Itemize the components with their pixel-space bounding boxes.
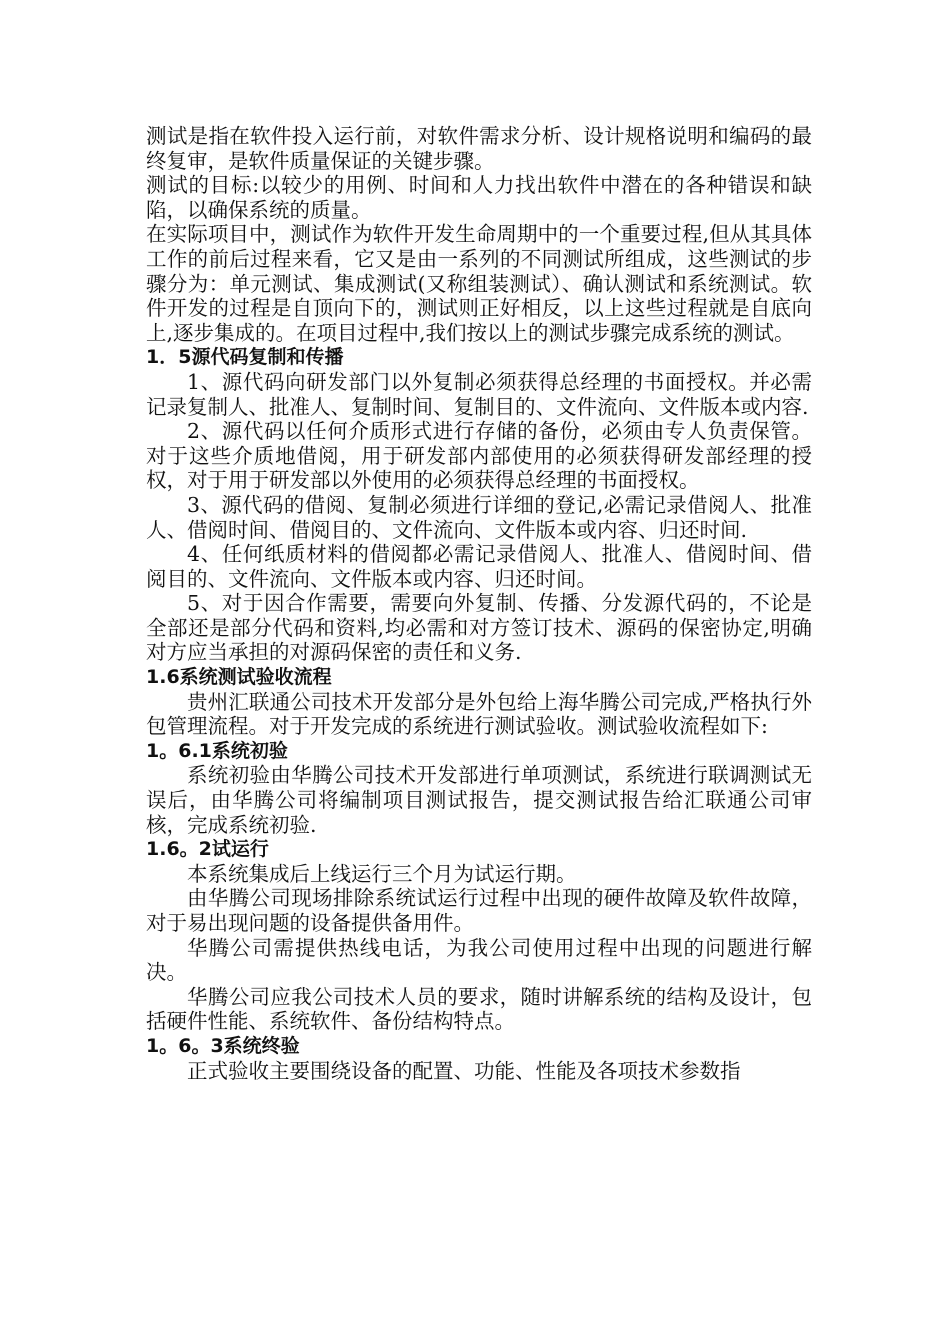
paragraph-initial-acceptance: 系统初验由华腾公司技术开发部进行单项测试，系统进行联调测试无误后，由华腾公司将编制项目测试报告，提交测试报告给汇联通公司审核，完成系统初验. (146, 763, 812, 837)
section-heading-1-6-2: 1.6。2试运行 (146, 838, 269, 861)
paragraph-rule-2: 2、源代码以任何介质形式进行存储的备份，必须由专人负责保管。对于这些介质地借阅，用于研发部内部使用的必须获得研发部经理的授权，对于用于研发部以外使用的必须获得总经理的书面授权。 (146, 419, 812, 493)
paragraph-testing-definition: 测试是指在软件投入运行前，对软件需求分析、设计规格说明和编码的最终复审，是软件质量保证的关键步骤。 (146, 124, 812, 173)
paragraph-rule-5: 5、对于因合作需要，需要向外复制、传播、分发源代码的，不论是全部还是部分代码和资料,均必需和对方签订技术、源码的保密协定,明确对方应当承担的对源码保密的责任和义务. (146, 591, 812, 665)
paragraph-final-acceptance: 正式验收主要围绕设备的配置、功能、性能及各项技术参数指 (187, 1058, 741, 1083)
document-page (146, 124, 812, 1083)
paragraph-rule-1: 1、源代码向研发部门以外复制必须获得总经理的书面授权。并必需记录复制人、批准人、复制时间、复制目的、文件流向、文件版本或内容. (146, 369, 812, 419)
paragraph-trial-explanation: 华腾公司应我公司技术人员的要求，随时讲解系统的结构及设计，包括硬件性能、系统软件、备份结构特点。 (146, 984, 812, 1034)
paragraph-trial-troubleshooting: 由华腾公司现场排除系统试运行过程中出现的硬件故障及软件故障，对于易出现问题的设备提供备用件。 (146, 886, 812, 935)
paragraph-testing-goal: 测试的目标:以较少的用例、时间和人力找出软件中潜在的各种错误和缺陷，以确保系统的质量。 (146, 173, 812, 222)
paragraph-testing-process: 在实际项目中，测试作为软件开发生命周期中的一个重要过程,但从其具体工作的前后过程来看，它又是由一系列的不同测试所组成，这些测试的步骤分为：单元测试、集成测试(又称组装测试）、确认测试和系统测试。软件开发的过程是自顶向下的，测试则正好相反，以上这些过程就是自底向上,逐步集成的。在项目过程中,我们按以上的测试步骤完成系统的测试。 (146, 222, 812, 345)
paragraph-trial-period: 本系统集成后上线运行三个月为试运行期。 (187, 861, 577, 886)
paragraph-acceptance-intro: 贵州汇联通公司技术开发部分是外包给上海华腾公司完成,严格执行外包管理流程。对于开发完成的系统进行测试验收。测试验收流程如下: (146, 689, 812, 739)
section-heading-1-5: 1．5源代码复制和传播 (146, 346, 344, 369)
section-heading-1-6-1: 1。6.1系统初验 (146, 739, 288, 762)
paragraph-rule-4: 4、任何纸质材料的借阅都必需记录借阅人、批准人、借阅时间、借阅目的、文件流向、文件版本或内容、归还时间。 (146, 542, 812, 591)
section-heading-1-6-3: 1。6。3系统终验 (146, 1034, 300, 1057)
section-heading-1-6: 1.6系统测试验收流程 (146, 666, 332, 689)
paragraph-trial-hotline: 华腾公司需提供热线电话，为我公司使用过程中出现的问题进行解决。 (146, 935, 812, 985)
paragraph-rule-3: 3、源代码的借阅、复制必须进行详细的登记,必需记录借阅人、批准人、借阅时间、借阅目的、文件流向、文件版本或内容、归还时间. (146, 492, 812, 542)
